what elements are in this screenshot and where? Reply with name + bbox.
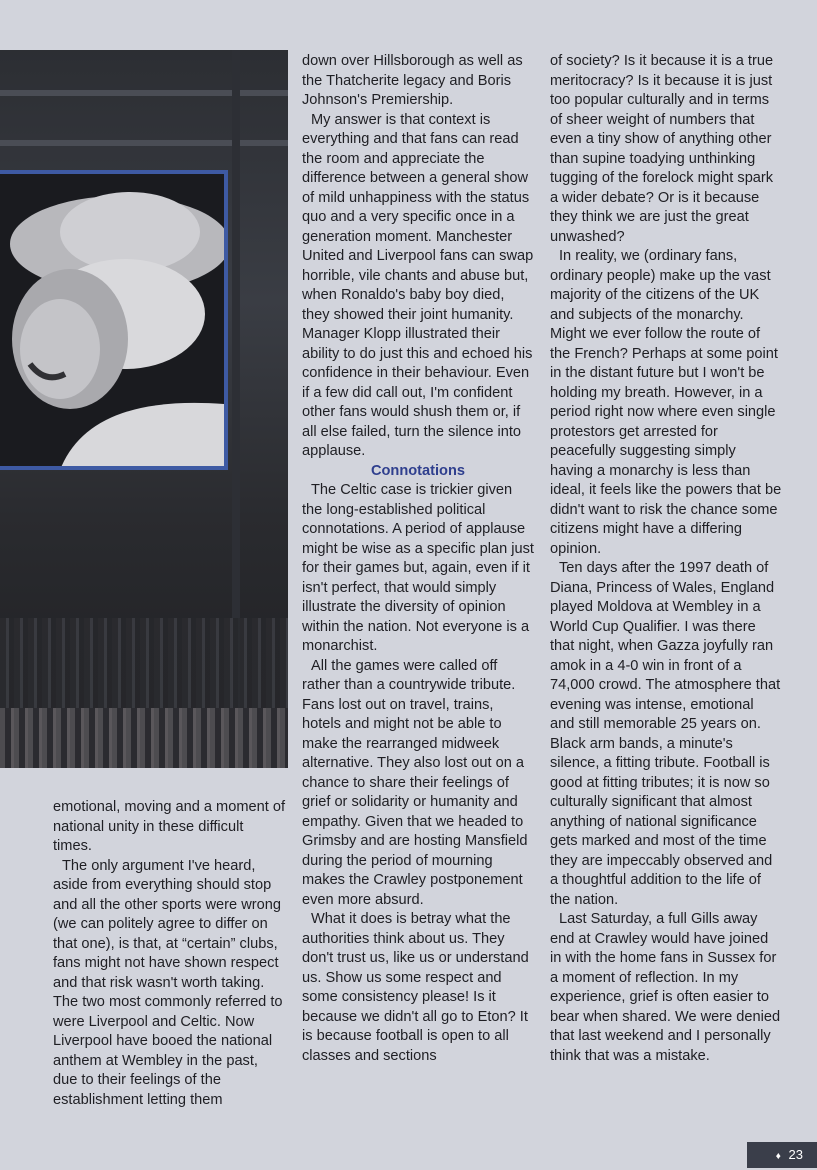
paragraph: Ten days after the 1997 death of Diana, Princess of Wales, England played Moldova at Wembley in a World Cup Qualifier. I was there that night, when Gazza joyfully ran amok in a 4-0 win in front of a 74,000 crowd. The atmosphere that evening was intense, emotional and still memorable 25 years on. Black arm bands, a minute's silence, a fitting tribute. Football is good at fitting tributes; it is now so culturally significant that almost anything of national significance gets marked and most of the time they are impeccably observed and a thoughtful addition to the life of the nation. [550,560,781,908]
subheading: Connotations [370,462,466,479]
stadium-photo [0,50,288,768]
paragraph: What it does is betray what the authorities think about us. They don't trust us, like us or understand us. Show us some respect and some consistency please! Is it because we didn't all go to Eton? It is because football is open to all classes and sections [302,911,529,1064]
paragraph: The only argument I've heard, aside from everything should stop and all the other sports were wrong (we can politely agree to differ on that one), is that, at “certain” clubs, fans might not have shown respect and that risk wasn't worth taking. The two most commonly referred to were Liverpool and Celtic. Now Liverpool have booed the national anthem at Wembley in the past, due to their feelings of the establishment letting them [53,857,283,1108]
paragraph: All the games were called off rather than a countrywide tribute. Fans lost out on travel, trains, hotels and might not be able to make the rearranged midweek alternative. They also lost out on a chance to share their feelings of grief or solidarity or humanity and empathy. Given that we headed to Grimsby and are hosting Mansfield during the period of mourning makes the Crawley postponement even more absurd. [302,657,528,908]
page-number-tab [747,1142,817,1168]
paragraph: The Celtic case is trickier given the long-established political connotations. A period of applause might be wise as a specific plan just for their games but, again, even if it isn't perfect, that would simply illustrate the diversity of opinion within the nation. Not everyone is a monarchist. [302,482,534,654]
paragraph: In reality, we (ordinary fans, ordinary people) make up the vast majority of the citizens of the UK and subjects of the monarchy. Might we ever follow the route of the French? Perhaps at some point in the distant future but I won't be holding my breath. However, in a period right now where even single protestors get arrested for peacefully suggesting simply having a monarchy is less than ideal, it feels like the powers that be didn't want to risk the chance some citizens might have a differing opinion. [550,248,782,557]
column-3 [550,52,782,1066]
paragraph: My answer is that context is everything and that fans can read the room and appreciate the difference between a general show of mild unhappiness with the status quo and a very specific once in a generation moment. Manchester United and Liverpool fans can swap horrible, vile chants and abuse but, when Ronaldo's baby boy died, they showed their joint humanity. Manager Klopp illustrated their ability to do just this and echoed his confidence in their behaviour. Even if a few did call out, I'm confident other fans would shush them or, if all else failed, turn the silence into applause. [302,111,534,459]
club-crest-icon: ♦ [775,1151,781,1162]
paragraph: of society? Is it because it is a true meritocracy? Is it because it is just too popular culturally and in terms of sheer weight of numbers that even a tiny show of anything other than supine toadying unthinking tugging of the forelock might spark a wider debate? Or is it because they think we are just the great unwashed? [550,53,774,245]
paragraph: Last Saturday, a full Gills away end at Crawley would have joined in with the home fans in Sussex for a moment of reflection. In my experience, grief is often easier to bear when shared. We were denied that last weekend and I personally think that was a mistake. [550,911,781,1064]
crowd-front [0,708,288,768]
paragraph: emotional, moving and a moment of national unity in these difficult times. [53,799,286,854]
page-number: 23 [788,1147,803,1162]
column-1 [53,798,285,1110]
big-screen [0,170,228,470]
queen-portrait-screen-icon [0,174,224,470]
paragraph: down over Hillsborough as well as the Thatcherite legacy and Boris Johnson's Premiership. [302,53,523,108]
column-2 [302,52,534,1066]
roof-truss [0,90,288,96]
roof-truss [0,140,288,146]
